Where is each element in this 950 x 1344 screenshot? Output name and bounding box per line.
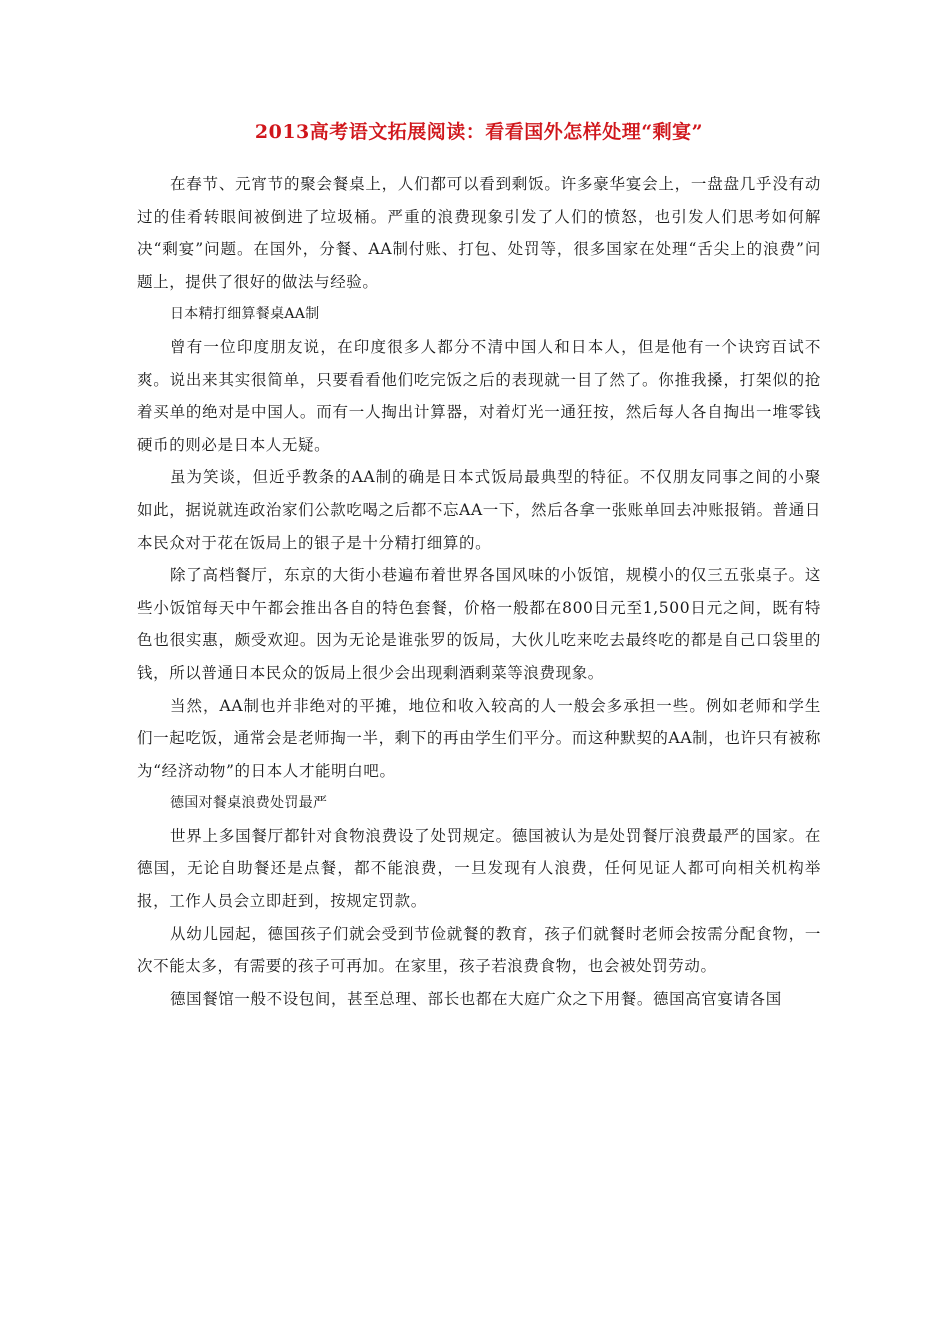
intro-paragraph: 在春节、元宵节的聚会餐桌上，人们都可以看到剩饭。许多豪华宴会上，一盘盘几乎没有动过的佳肴转眼间被倒进了垃圾桶。严重的浪费现象引发了人们的愤怒，也引发人们思考如何解决“剩宴”问题。在国外，分餐、AA制付账、打包、处罚等，很多国家在处理“舌尖上的浪费”问题上，提供了很好的做法与经验。: [137, 175, 821, 291]
document-title: 2013高考语文拓展阅读：看看国外怎样处理“剩宴”: [254, 121, 704, 143]
paragraph-japan-2: 虽为笑谈，但近乎教条的AA制的确是日本式饭局最典型的特征。不仅朋友同事之间的小聚如此，据说就连政治家们公款吃喝之后都不忘AA一下，然后各拿一张账单回去冲账报销。普通日本民众对于花在饭局上的银子是十分精打细算的。: [137, 468, 821, 552]
paragraph-germany-2: 从幼儿园起，德国孩子们就会受到节俭就餐的教育，孩子们就餐时老师会按需分配食物，一次不能太多，有需要的孩子可再加。在家里，孩子若浪费食物，也会被处罚劳动。: [137, 924, 821, 976]
paragraph-germany-3: 德国餐馆一般不设包间，甚至总理、部长也都在大庭广众之下用餐。德国高官宴请各国: [170, 989, 782, 1008]
paragraph-germany-1: 世界上多国餐厅都针对食物浪费设了处罚规定。德国被认为是处罚餐厅浪费最严的国家。在德国，无论自助餐还是点餐，都不能浪费，一旦发现有人浪费，任何见证人都可向相关机构举报，工作人员会立即赶到，按规定罚款。: [137, 826, 821, 911]
paragraph-japan-4: 当然，AA制也并非绝对的平摊，地位和收入较高的人一般会多承担一些。例如老师和学生们一起吃饭，通常会是老师掏一半，剩下的再由学生们平分。而这种默契的AA制，也许只有被称为“经济动物”的日本人才能明白吧。: [137, 696, 821, 780]
paragraph-japan-3: 除了高档餐厅，东京的大街小巷遍布着世界各国风味的小饭馆，规模小的仅三五张桌子。这些小饭馆每天中午都会推出各自的特色套餐，价格一般都在800日元至1,500日元之间，既有特色也很实惠，颇受欢迎。因为无论是谁张罗的饭局，大伙儿吃来吃去最终吃的都是自己口袋里的钱，所以普通日本民众的饭局上很少会出现剩酒剩菜等浪费现象。: [137, 566, 821, 682]
paragraph-japan-1: 曾有一位印度朋友说，在印度很多人都分不清中国人和日本人，但是他有一个诀窍百试不爽。说出来其实很简单，只要看看他们吃完饭之后的表现就一目了然了。你推我搡，打架似的抢着买单的绝对是中国人。而有一人掏出计算器，对着灯光一通狂按，然后每人各自掏出一堆零钱硬币的则必是日本人无疑。: [137, 337, 821, 454]
section-heading-japan: 日本精打细算餐桌AA制: [170, 306, 320, 323]
document-page: [137, 118, 821, 1015]
section-heading-germany: 德国对餐桌浪费处罚最严: [170, 795, 328, 812]
